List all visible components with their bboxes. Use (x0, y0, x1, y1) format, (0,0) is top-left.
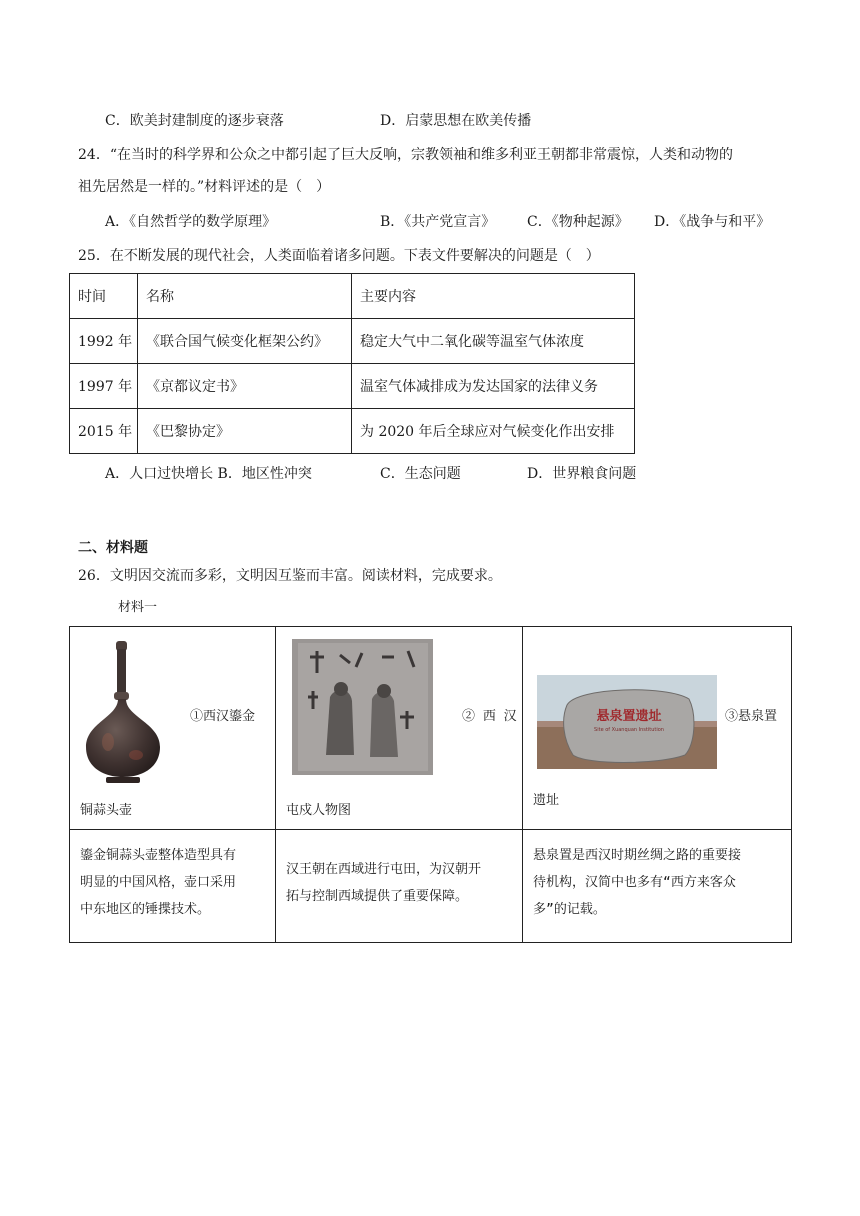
desc-line: 悬泉置是西汉时期丝绸之路的重要接 (533, 848, 742, 863)
q24-stem-line2: 祖先居然是一样的。”材料评述的是（ ） (78, 179, 331, 195)
table-cell: 为 2020 年后全球应对气候变化作出安排 (352, 409, 635, 454)
q24-option-b: B．《共产党宣言》 (380, 214, 496, 230)
q25-option-ab: A．人口过快增长 B．地区性冲突 (105, 466, 312, 482)
table-cell: 稳定大气中二氧化碳等温室气体浓度 (352, 319, 635, 364)
q24-option-a: A．《自然哲学的数学原理》 (105, 214, 277, 230)
table-cell: 温室气体减排成为发达国家的法律义务 (352, 364, 635, 409)
painting-image (290, 637, 435, 777)
stone-inscription: 悬泉置遗址 (596, 709, 662, 724)
q25-option-c: C．生态问题 (380, 466, 461, 482)
desc-line: 中东地区的锤揲技术。 (80, 902, 211, 917)
table-cell: 1997 年 (70, 364, 138, 409)
desc-line: 多”的记载。 (533, 902, 606, 917)
table-cell: 1992 年 (70, 319, 138, 364)
cell-vase-desc (70, 830, 276, 943)
table-row (70, 364, 635, 409)
desc-line: 鎏金铜蒜头壶整体造型具有 (80, 848, 237, 863)
cell-vase (70, 627, 276, 830)
desc-line: 明显的中国风格，壶口采用 (80, 875, 237, 890)
table-row (70, 319, 635, 364)
table-cell: 《京都议定书》 (138, 364, 352, 409)
table-header-cell: 时间 (70, 274, 138, 319)
material-table (69, 626, 792, 943)
stone-site-image (537, 675, 717, 769)
q24-option-d: D．《战争与和平》 (654, 214, 771, 230)
q24-option-c: C．《物种起源》 (527, 214, 629, 230)
table-header-cell: 名称 (138, 274, 352, 319)
material-label: 材料一 (118, 600, 158, 615)
q26-stem: 26．文明因交流而多彩，文明因互鉴而丰富。阅读材料，完成要求。 (78, 568, 502, 584)
table-cell: 《巴黎协定》 (138, 409, 352, 454)
caption-stone-1: ③悬泉置 (725, 709, 778, 724)
section-title: 二、材料题 (78, 540, 148, 556)
desc-line: 待机构，汉简中也多有“西方来客众 (533, 875, 736, 890)
caption-vase-1: ①西汉鎏金 (190, 709, 256, 724)
q23-option-c: C．欧美封建制度的逐步衰落 (105, 113, 284, 129)
q25-option-d: D．世界粮食问题 (527, 466, 637, 482)
table-header-row (70, 274, 635, 319)
vase-image (78, 637, 168, 787)
stone-inscription-sub: Site of Xuanquan Institution (594, 727, 664, 733)
cell-stone-desc (523, 830, 792, 943)
q25-table (69, 273, 635, 454)
description-row (70, 830, 792, 943)
table-cell: 《联合国气候变化框架公约》 (138, 319, 352, 364)
desc-line: 拓与控制西域提供了重要保障。 (286, 889, 469, 904)
q25-stem: 25．在不断发展的现代社会，人类面临着诸多问题。下表文件要解决的问题是（ ） (78, 248, 600, 264)
caption-stone-2: 遗址 (533, 793, 560, 808)
cell-painting (276, 627, 523, 830)
cell-painting-desc (276, 830, 523, 943)
q23-option-d: D．启蒙思想在欧美传播 (380, 113, 532, 129)
q24-stem-line1: 24．“在当时的科学界和公众之中都引起了巨大反响，宗教领袖和维多利亚王朝都非常震惊，人类和动物的 (78, 147, 733, 163)
caption-painting-1: ② 西 汉 (462, 709, 517, 724)
table-header-cell: 主要内容 (352, 274, 635, 319)
table-row (70, 409, 635, 454)
image-row (70, 627, 792, 830)
table-cell: 2015 年 (70, 409, 138, 454)
caption-painting-2: 屯戍人物图 (286, 803, 352, 818)
caption-vase-2: 铜蒜头壶 (80, 803, 133, 818)
desc-line: 汉王朝在西域进行屯田，为汉朝开 (286, 862, 482, 877)
cell-stone (523, 627, 792, 830)
